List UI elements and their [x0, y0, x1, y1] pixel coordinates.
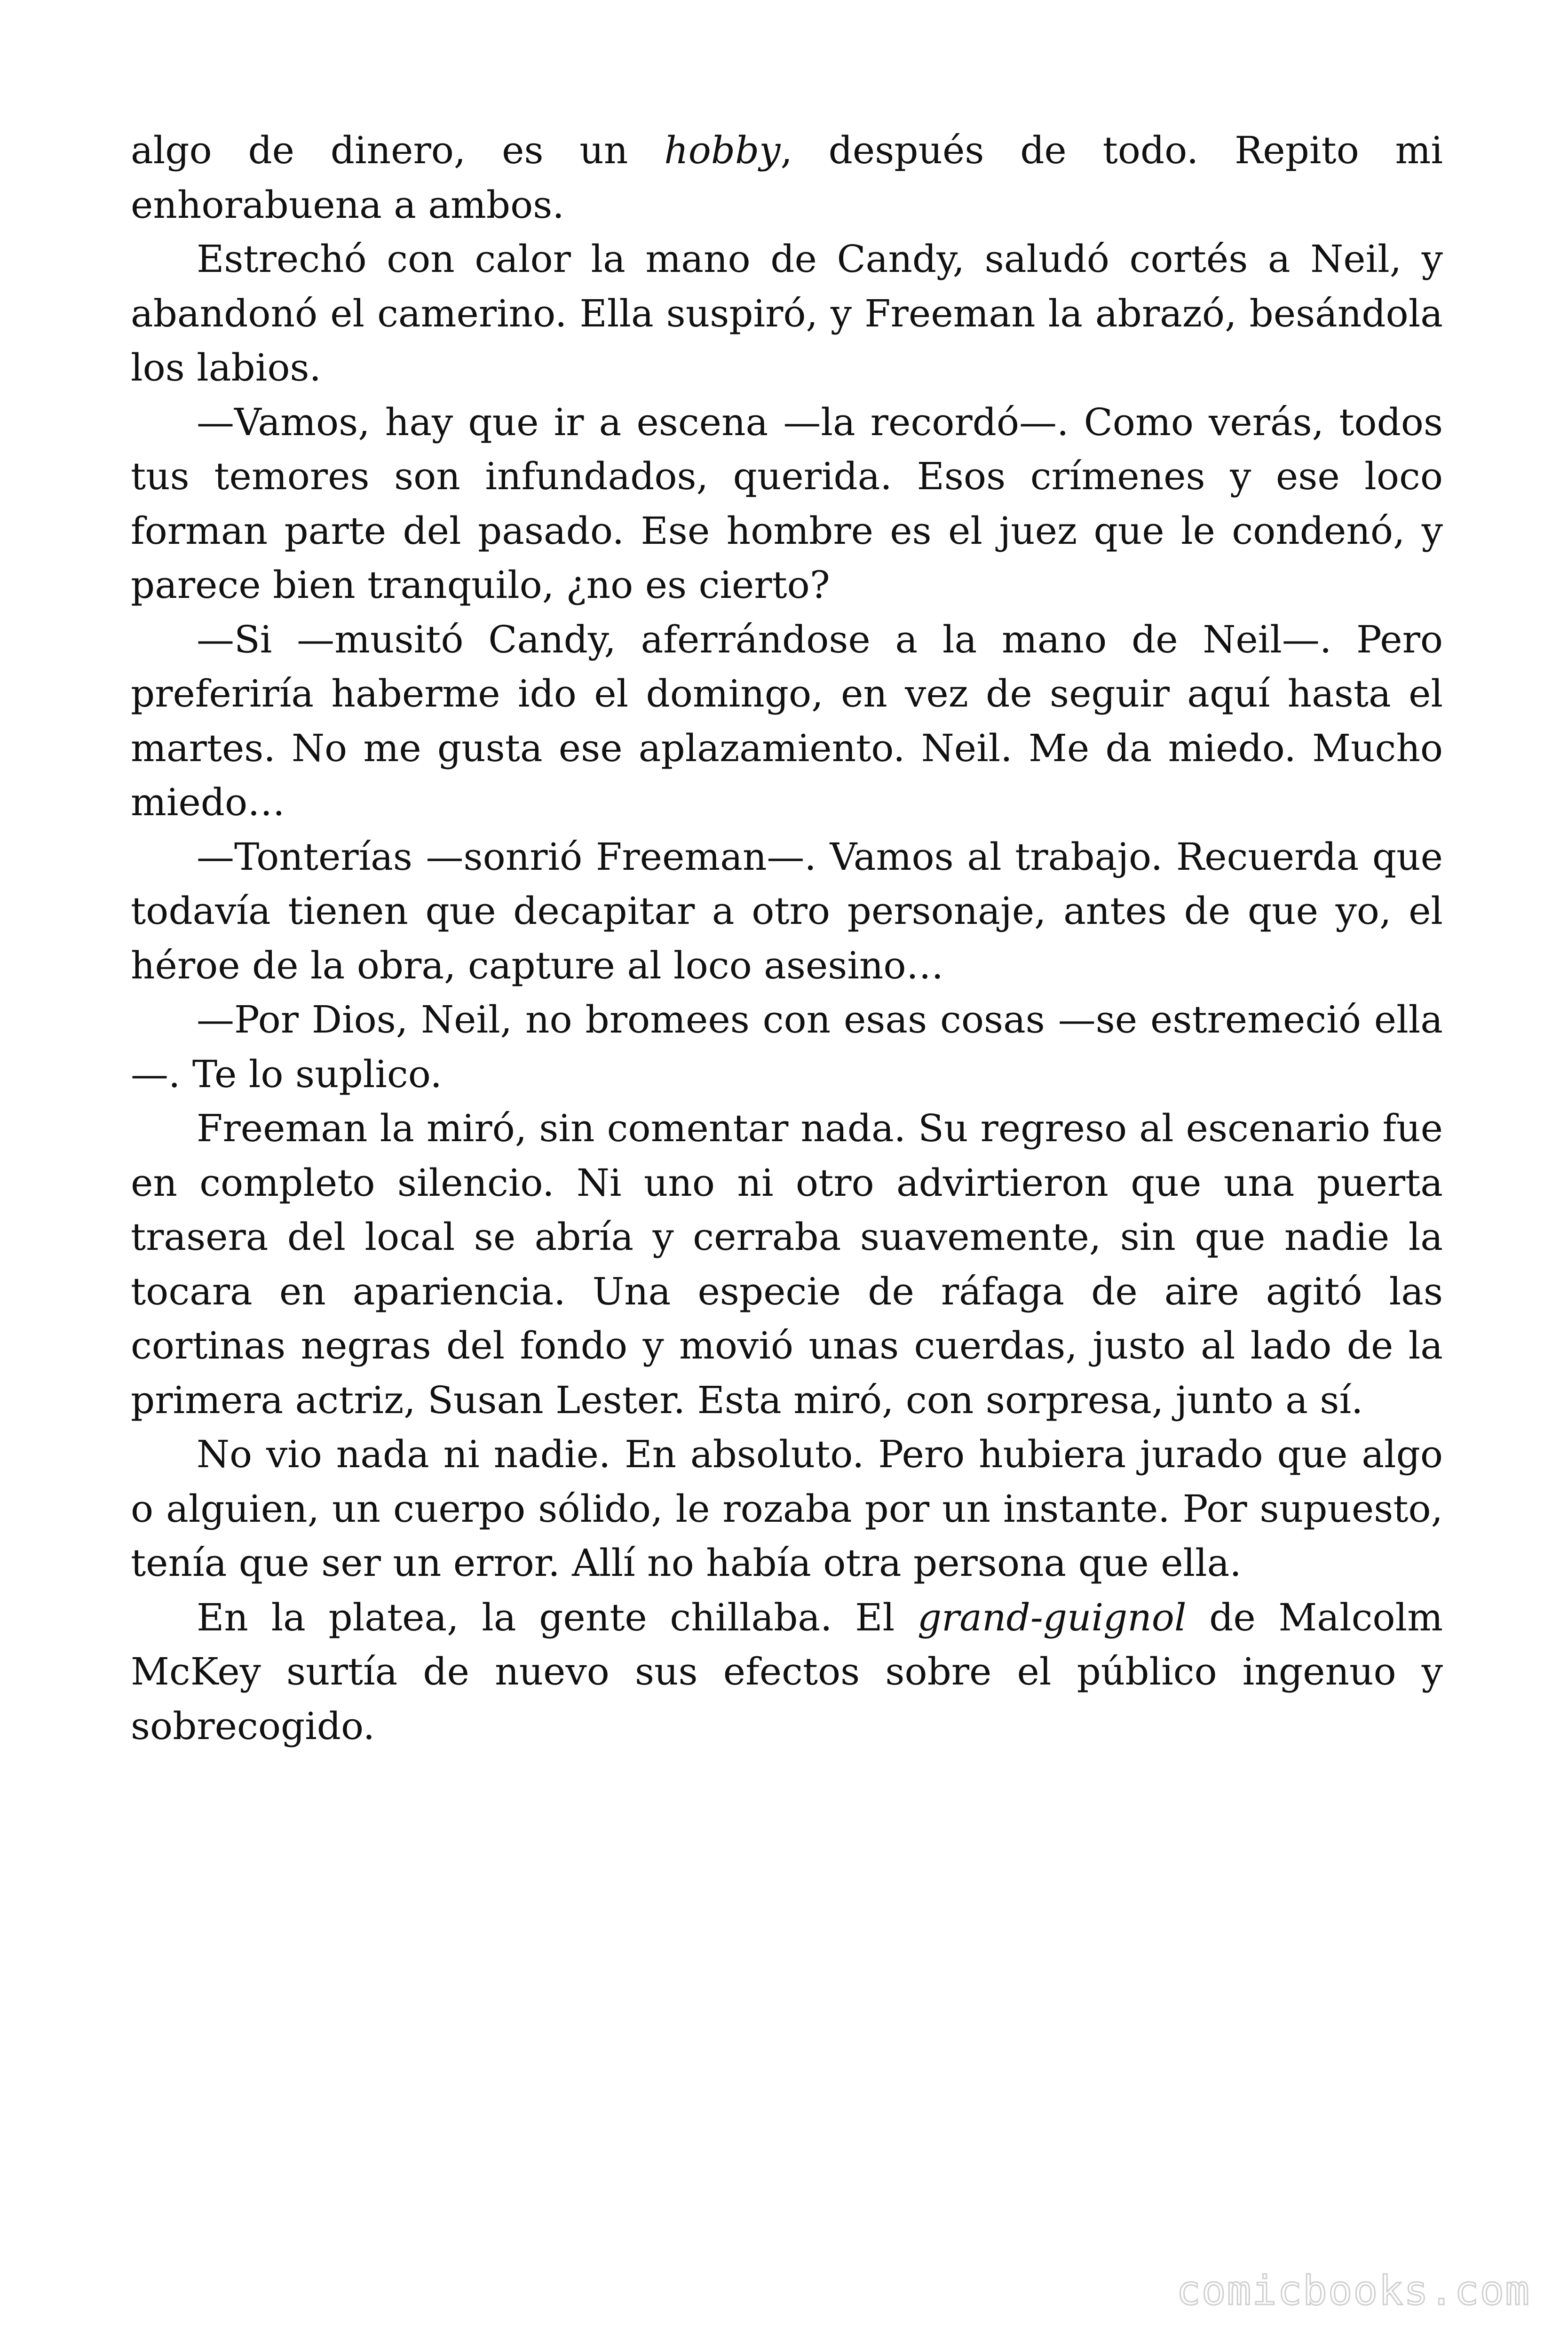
paragraph	[131, 232, 1443, 395]
page-body	[131, 123, 1443, 1753]
paragraph	[131, 395, 1443, 612]
paragraph-text: No vio nada ni nadie. En absoluto. Pero hubiera jurado que algo o alguien, un cuerpo sólido, le rozaba por un instante. Por supuesto, tenía que ser un error. Allí no había otra persona que ella.	[131, 1432, 1443, 1585]
paragraph	[131, 1101, 1443, 1427]
paragraph-text: —Tonterías —sonrió Freeman—. Vamos al trabajo. Recuerda que todavía tienen que decapitar a otro personaje, antes de que yo, el héroe de la obra, capture al loco asesino…	[131, 834, 1443, 987]
italic-text: grand-guignol	[917, 1595, 1187, 1639]
paragraph-text: algo de dinero, es un	[131, 128, 665, 172]
paragraph	[131, 993, 1443, 1101]
paragraph-text: En la platea, la gente chillaba. El	[197, 1595, 918, 1639]
paragraph-text: —Vamos, hay que ir a escena —la recordó—. Como verás, todos tus temores son infundados, querida. Esos crímenes y ese loco forman parte del pasado. Ese hombre es el juez que le condenó, y parece bien tranquilo, ¿no es cierto?	[131, 400, 1443, 607]
paragraph	[131, 123, 1443, 232]
paragraph-text: —Si —musitó Candy, aferrándose a la mano de Neil—. Pero preferiría haberme ido el domingo, en vez de seguir aquí hasta el martes. No me gusta ese aplazamiento. Neil. Me da miedo. Mucho miedo…	[131, 617, 1443, 824]
paragraph-text: —Por Dios, Neil, no bromees con esas cosas —se estremeció ella —. Te lo suplico.	[131, 998, 1443, 1096]
paragraph	[131, 612, 1443, 830]
paragraph	[131, 830, 1443, 993]
watermark: comicbooks.com	[1176, 2267, 1530, 2314]
paragraph-text: Estrechó con calor la mano de Candy, saludó cortés a Neil, y abandonó el camerino. Ella suspiró, y Freeman la abrazó, besándola los labios.	[131, 237, 1443, 389]
paragraph	[131, 1427, 1443, 1590]
paragraph	[131, 1590, 1443, 1754]
italic-text: hobby	[664, 128, 781, 172]
paragraph-text: , después de todo. Repito mi enhorabuena a ambos.	[131, 128, 1443, 227]
paragraph-text: de Malcolm McKey surtía de nuevo sus efectos sobre el público ingenuo y sobrecogido.	[131, 1595, 1443, 1748]
paragraph-text: Freeman la miró, sin comentar nada. Su regreso al escenario fue en completo silencio. Ni uno ni otro advirtieron que una puerta trasera del local se abría y cerraba suavemente, sin que nadie la tocara en apariencia. Una especie de ráfaga de aire agitó las cortinas negras del fondo y movió unas cuerdas, justo al lado de la primera actriz, Susan Lester. Esta miró, con sorpresa, junto a sí.	[131, 1106, 1443, 1422]
